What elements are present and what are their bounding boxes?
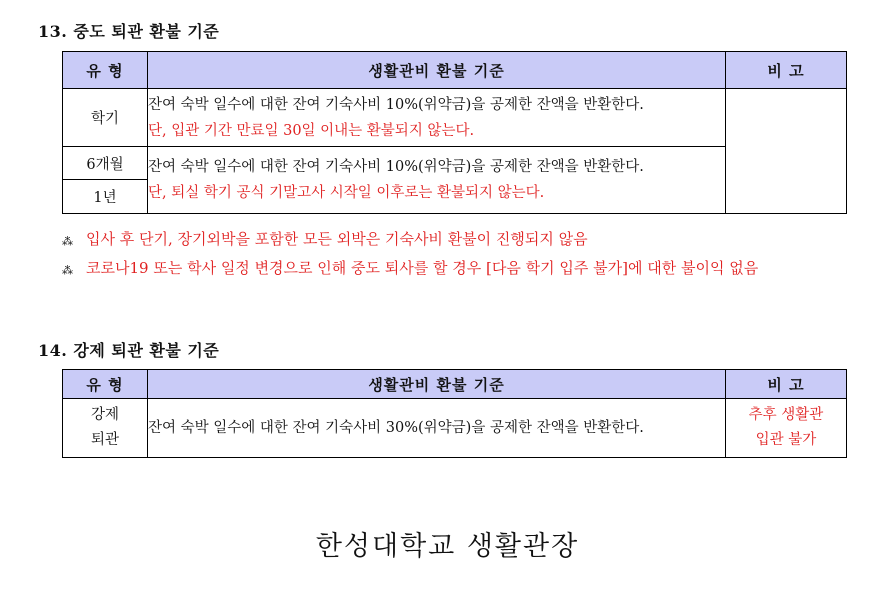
table-row (63, 399, 847, 458)
criteria-cell: 잔여 숙박 일수에 대한 잔여 기숙사비 30%(위약금)을 공제한 잔액을 반환한다. (148, 399, 726, 458)
criteria-exception-line: 단, 입관 기간 만료일 30일 이내는 환불되지 않는다. (148, 122, 475, 139)
type-forced-withdrawal (63, 399, 148, 458)
header-type: 유 형 (63, 52, 148, 89)
type-line: 강제 (90, 407, 119, 423)
table-row (63, 89, 847, 147)
section-14-heading: 14. 강제 퇴관 환불 기준 (38, 341, 220, 360)
note-text: 입사 후 단기, 장기외박을 포함한 모든 외박은 기숙사비 환불이 진행되지 않음 (86, 230, 588, 248)
criteria-cell (148, 147, 726, 214)
asterism-icon: ⁂ (62, 235, 73, 248)
header-criteria: 생활관비 환불 기준 (148, 370, 726, 399)
table-header-row (63, 52, 847, 89)
midway-withdrawal-refund-table (62, 51, 847, 214)
list-item (62, 255, 852, 284)
criteria-cell (148, 89, 726, 147)
note-line: 추후 생활관 (748, 407, 824, 423)
asterism-icon: ⁂ (62, 264, 73, 277)
note-cell (726, 89, 847, 214)
signature-title: 한성대학교 생활관장 (315, 531, 580, 562)
section-13-heading: 13. 중도 퇴관 환불 기준 (38, 22, 220, 41)
type-one-year: 1년 (63, 180, 148, 214)
header-criteria: 생활관비 환불 기준 (148, 52, 726, 89)
table-header-row (63, 370, 847, 399)
type-line: 퇴관 (90, 432, 119, 448)
note-text: 코로나19 또는 학사 일정 변경으로 인해 중도 퇴사를 할 경우 [다음 학기 입주 불가]에 대한 불이익 없음 (86, 259, 759, 277)
type-six-months: 6개월 (63, 147, 148, 180)
forced-withdrawal-refund-table (62, 369, 847, 458)
criteria-line: 잔여 숙박 일수에 대한 잔여 기숙사비 10%(위약금)을 공제한 잔액을 반환한다. (148, 96, 644, 113)
criteria-line: 잔여 숙박 일수에 대한 잔여 기숙사비 10%(위약금)을 공제한 잔액을 반환한다. (148, 159, 644, 175)
note-cell (726, 399, 847, 458)
header-type: 유 형 (63, 370, 148, 399)
note-line: 입관 불가 (755, 432, 817, 448)
notes-list (62, 226, 852, 284)
criteria-exception-line: 단, 퇴실 학기 공식 기말고사 시작일 이후로는 환불되지 않는다. (148, 185, 545, 201)
header-note: 비 고 (726, 370, 847, 399)
header-note: 비 고 (726, 52, 847, 89)
list-item (62, 226, 852, 255)
type-semester: 학기 (63, 89, 148, 147)
